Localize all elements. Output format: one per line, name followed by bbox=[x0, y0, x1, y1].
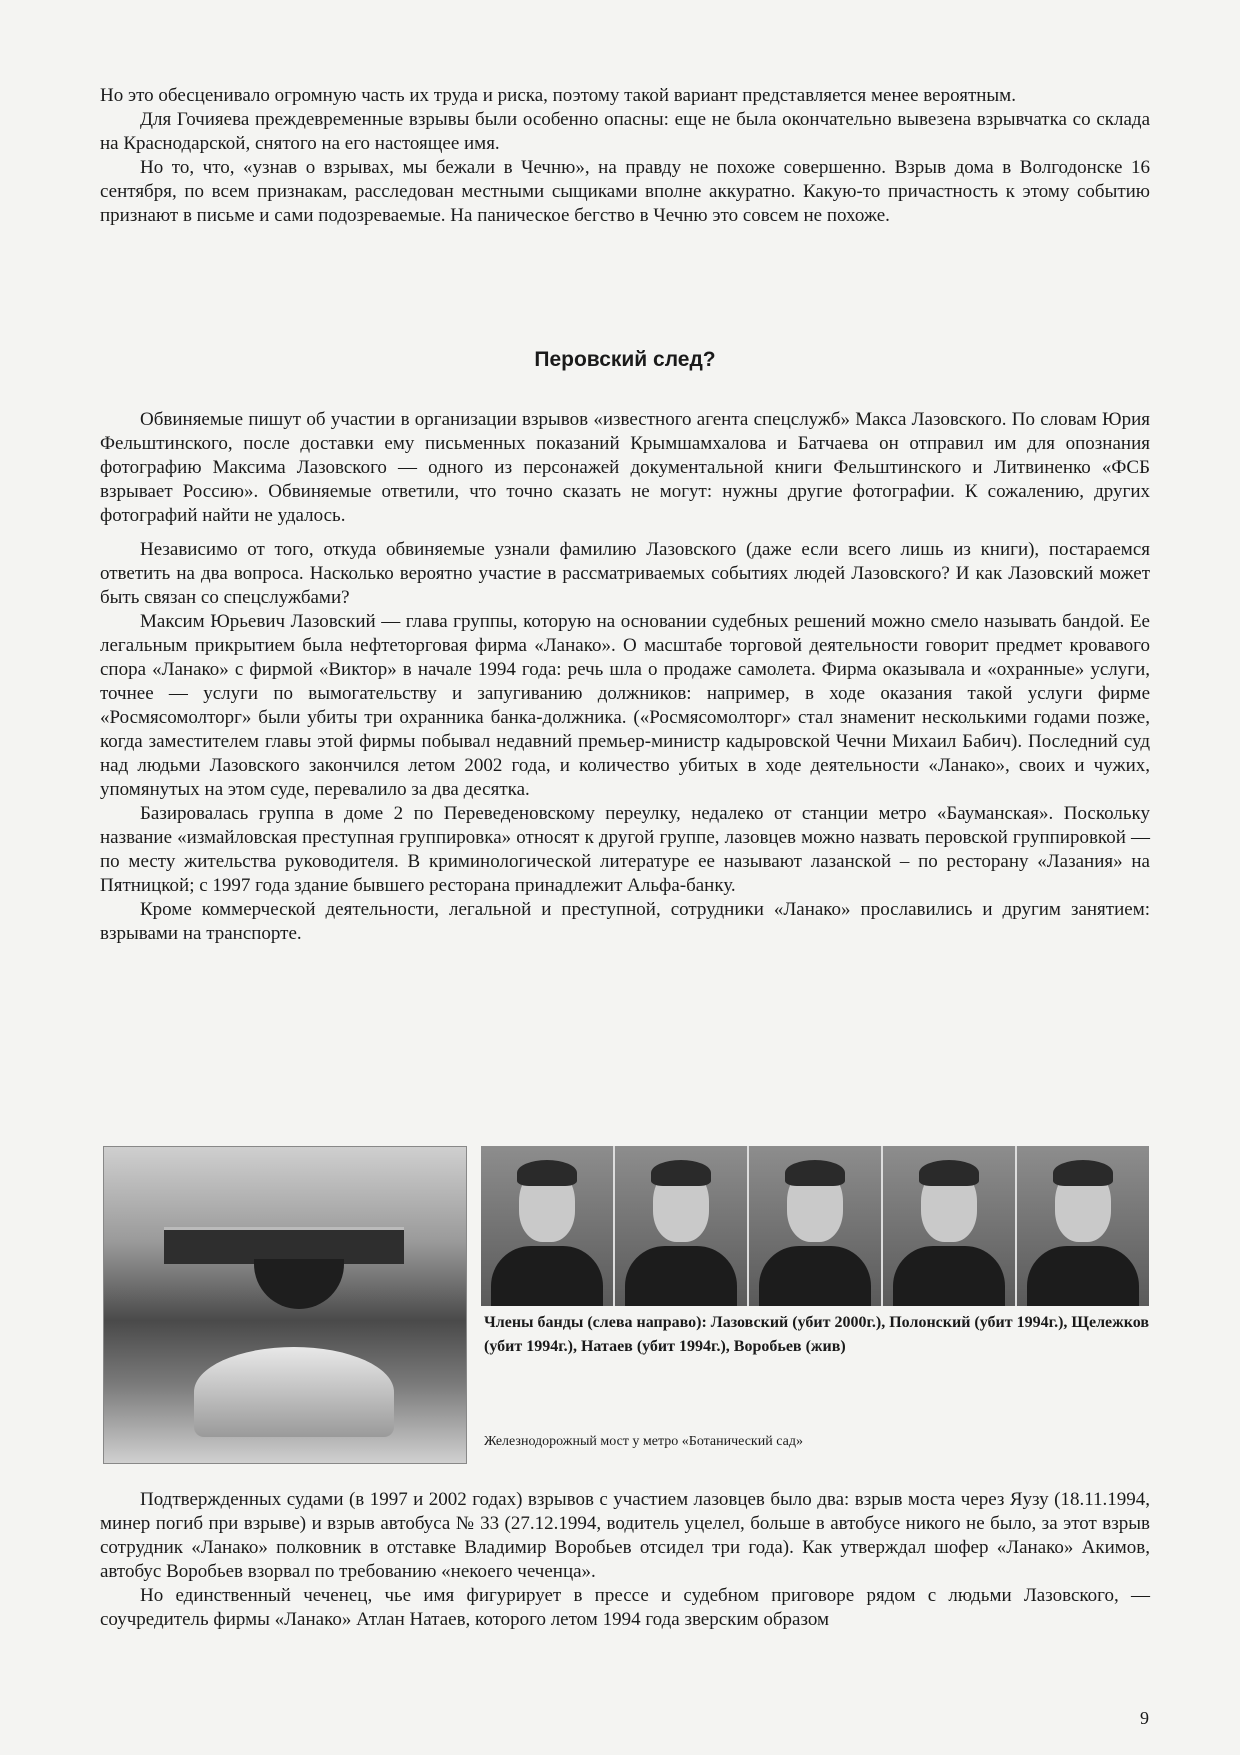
portrait-hair bbox=[785, 1160, 845, 1186]
river-water bbox=[194, 1347, 394, 1437]
portrait-photo bbox=[883, 1146, 1017, 1306]
portrait-body bbox=[625, 1246, 737, 1306]
bridge-arch bbox=[254, 1259, 344, 1309]
portrait-body bbox=[491, 1246, 603, 1306]
portrait-hair bbox=[651, 1160, 711, 1186]
paragraph: Для Гочияева преждевременные взрывы были особенно опасны: еще не была окончательно вывезена взрывчатка со склада на Краснодарской, снятого на его настоящее имя. bbox=[100, 109, 1150, 154]
paragraph: Базировалась группа в доме 2 по Переведеновскому переулку, недалеко от станции метро «Бауманская». Поскольку название «измайловская преступная группировка» относят к другой группе, лазовцев можно назвать перовской группировкой — по месту жительства руководителя. В криминологической литературе ее называют лазанской – по ресторану «Лазания» на Пятницкой; с 1997 года здание бывшего ресторана принадлежит Альфа-банку. bbox=[100, 803, 1150, 896]
portrait-body bbox=[1027, 1246, 1139, 1306]
paragraph: Но то, что, «узнав о взрывах, мы бежали в Чечню», на правду не похоже совершенно. Взрыв дома в Волгодонске 16 сентября, по всем признакам, расследован местными сыщиками вполне аккуратно. Какую-то причастность к этому событию признают в письме и сами подозреваемые. На паническое бегство в Чечню это совсем не похоже. bbox=[100, 157, 1150, 226]
portrait-hair bbox=[1053, 1160, 1113, 1186]
paragraph: Кроме коммерческой деятельности, легальной и преступной, сотрудники «Ланако» прославились и другим занятием: взрывами на транспорте. bbox=[100, 899, 1150, 944]
members-caption: Члены банды (слева направо): Лазовский (убит 2000г.), Полонский (убит 1994г.), Щележков (убит 1994г.), Натаев (убит 1994г.), Воробьев (жив) bbox=[484, 1314, 1150, 1355]
paragraph: Независимо от того, откуда обвиняемые узнали фамилию Лазовского (даже если всего лишь из книги), постараемся ответить на два вопроса. Насколько вероятно участие в рассматриваемых событиях людей Лазовского? И как Лазовский может быть связан со спецслужбами? bbox=[100, 539, 1150, 608]
gang-members-photos bbox=[481, 1146, 1149, 1306]
bridge-photo bbox=[103, 1146, 467, 1464]
portrait-body bbox=[893, 1246, 1005, 1306]
paragraph: Обвиняемые пишут об участии в организации взрывов «известного агента спецслужб» Макса Лазовского. По словам Юрия Фельштинского, после доставки ему письменных показаний Крымшамхалова и Батчаева он отправил им для опознания фотографию Максима Лазовского — одного из персонажей документальной книги Фельштинского и Литвиненко «ФСБ взрывает Россию». Обвиняемые ответили, что точно сказать не могут: нужны другие фотографии. К сожалению, других фотографий найти не удалось. bbox=[100, 409, 1150, 526]
section-heading: Перовский след? bbox=[534, 348, 716, 371]
page-number: 9 bbox=[1140, 1708, 1149, 1728]
paragraph: Но единственный чеченец, чье имя фигурирует в прессе и судебном приговоре рядом с людьми Лазовского, — соучредитель фирмы «Ланако» Атлан Натаев, которого летом 1994 года зверским образом bbox=[100, 1585, 1150, 1630]
portrait-photo bbox=[749, 1146, 883, 1306]
middle-text-block bbox=[100, 408, 1150, 946]
portrait-photo bbox=[481, 1146, 615, 1306]
portrait-hair bbox=[919, 1160, 979, 1186]
top-text-block bbox=[100, 84, 1150, 228]
paragraph: Но это обесценивало огромную часть их труда и риска, поэтому такой вариант представляется менее вероятным. bbox=[100, 85, 1016, 106]
paragraph: Подтвержденных судами (в 1997 и 2002 годах) взрывов с участием лазовцев было два: взрыв моста через Яузу (18.11.1994, минер погиб при взрыве) и взрыв автобуса № 33 (27.12.1994, водитель уцелел, больше в автобусе никого не было, за этот взрыв сотрудник «Ланако» полковник в отставке Владимир Воробьев отсидел три года). Как утверждал шофер «Ланако» Акимов, автобус Воробьев взорвал по требованию «некоего чеченца». bbox=[100, 1489, 1150, 1582]
paragraph: Максим Юрьевич Лазовский — глава группы, которую на основании судебных решений можно смело называть бандой. Ее легальным прикрытием была нефтеторговая фирма «Ланако». О масштабе торговой деятельности говорит предмет кровавого спора «Ланако» с фирмой «Виктор» в начале 1994 года: речь шла о продаже самолета. Фирма оказывала и «охранные» услуги, точнее — услуги по вымогательству и запугиванию должников: например, в ходе оказания такой услуги фирме «Росмясомолторг» были убиты три охранника банка-должника. («Росмясомолторг» стал знаменит несколькими годами позже, когда заместителем главы этой фирмы побывал недавний премьер-министр кадыровской Чечни Михаил Бабич). Последний суд над людьми Лазовского закончился летом 2002 года, и количество убитых в ходе деятельности «Ланако», своих и чужих, упомянутых на этом суде, перевалило за два десятка. bbox=[100, 611, 1150, 800]
portrait-body bbox=[759, 1246, 871, 1306]
bottom-text-block bbox=[100, 1488, 1150, 1632]
portrait-photo bbox=[1017, 1146, 1149, 1306]
portrait-photo bbox=[615, 1146, 749, 1306]
portrait-hair bbox=[517, 1160, 577, 1186]
bridge-caption: Железнодорожный мост у метро «Ботанический сад» bbox=[484, 1434, 803, 1449]
